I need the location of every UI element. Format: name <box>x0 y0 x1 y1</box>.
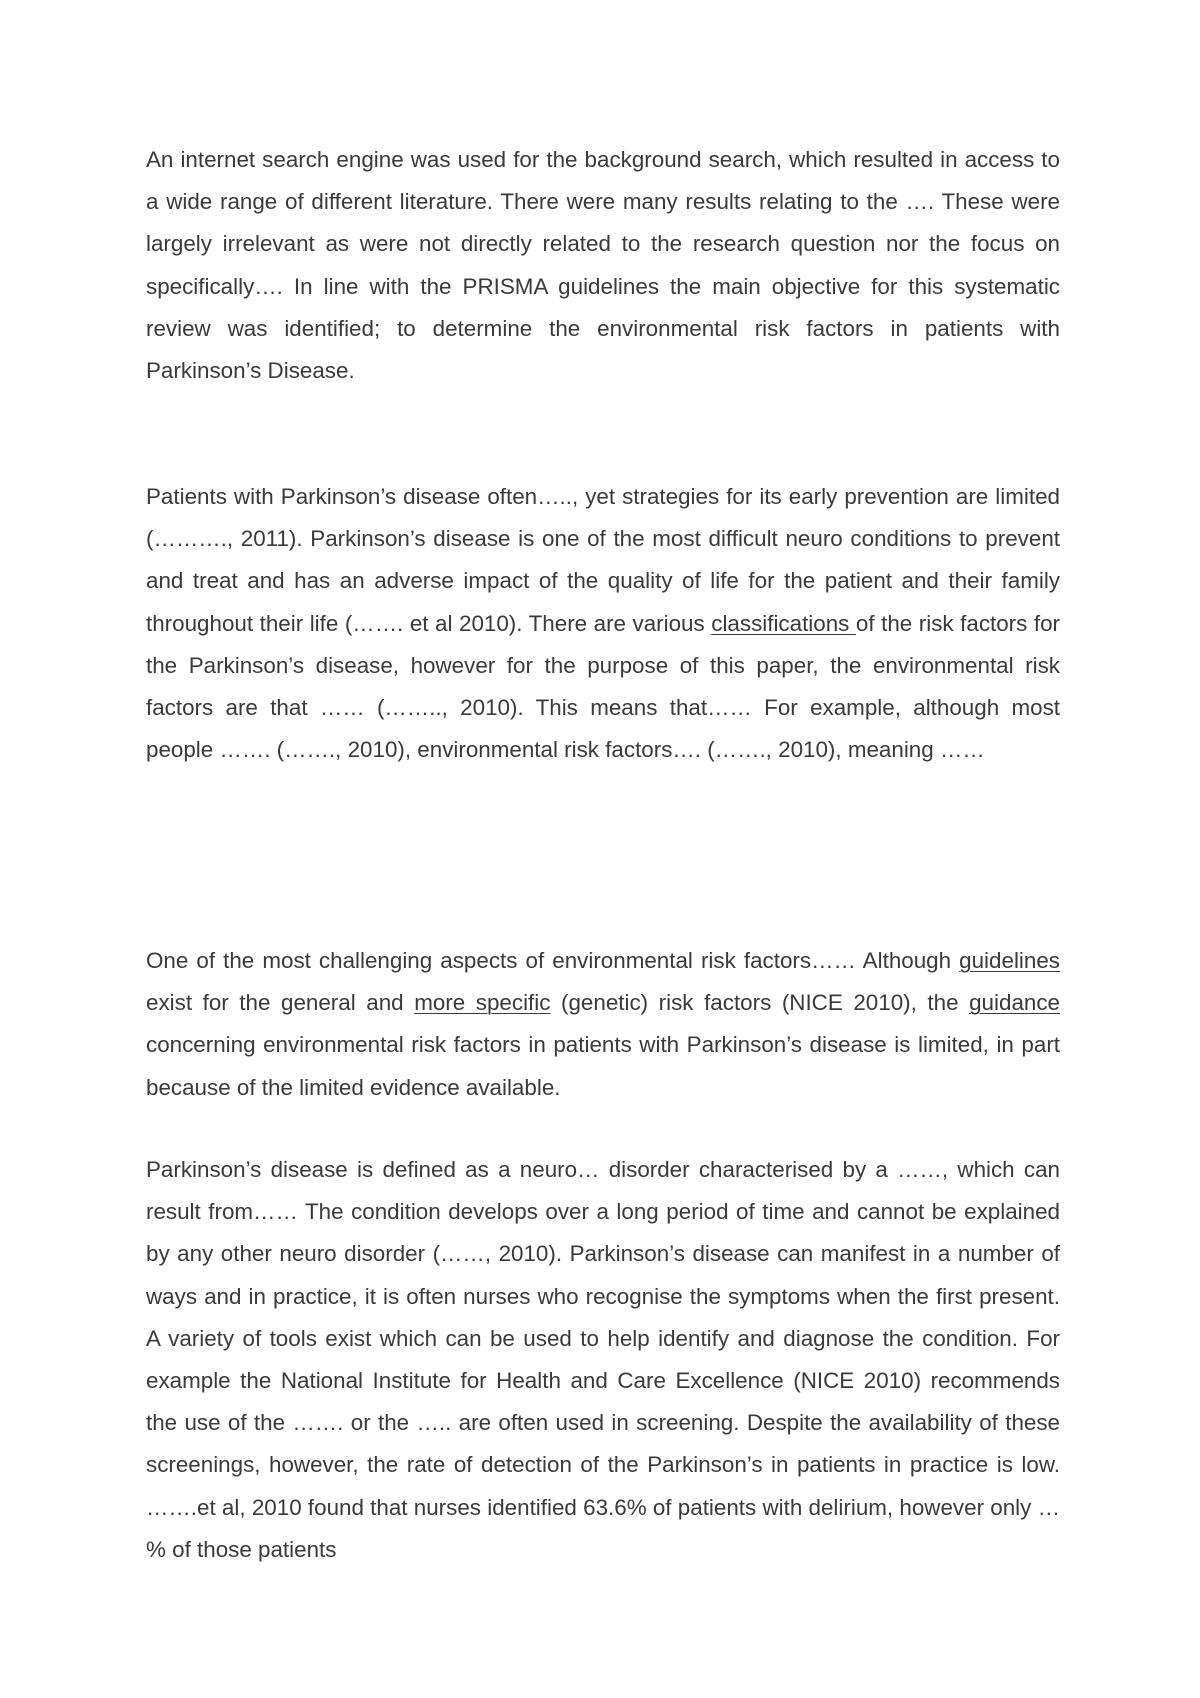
underlined-term-guidelines: guidelines <box>959 948 1060 973</box>
paragraph-text: concerning environmental risk factors in patients with Parkinson’s disease is limited, in part because of the limited evidence available. <box>146 1032 1060 1100</box>
paragraph-text: of the risk factors for the Parkinson’s disease, however for the purpose of this paper, the environmental risk factors are that …… (…….., 2010). This means that…… For example, although most people ……. (……., 2010), environmental risk factors…. (……., 2010), meaning …… <box>146 610 1060 763</box>
paragraph-text: One of the most challenging aspects of environmental risk factors…… Although <box>146 948 960 973</box>
paragraph-background-search <box>146 139 1060 392</box>
paragraph-text: Parkinson’s disease is defined as a neuro… disorder characterised by a ……, which can result from…… The condition develops over a long period of time and cannot be explained by any other neuro disorder (……, 2010). Parkinson’s disease can manifest in a number of ways and in practice, it is often nurses who recognise the symptoms when the first present. A variety of tools exist which can be used to help identify and diagnose the condition. For example the National Institute for Health and Care Excellence (NICE 2010) recommends the use of the ……. or the ….. are often used in screening. Despite the availability of these screenings, however, the rate of detection of the Parkinson’s in patients in practice is low. …….et al, 2010 found that nurses identified 63.6% of patients with delirium, however only …% of those patients <box>146 1157 1060 1562</box>
paragraph-text: exist for the general and <box>146 990 415 1016</box>
paragraph-challenges <box>146 940 1060 1109</box>
underlined-term-guidance: guidance <box>969 990 1060 1016</box>
underlined-term-more-specific: more specific <box>414 990 551 1016</box>
paragraph-definition <box>146 1149 1060 1571</box>
paragraph-text: (genetic) risk factors (NICE 2010), the <box>550 990 970 1016</box>
underlined-term-classifications: classifications <box>711 610 856 636</box>
paragraph-prevention <box>146 476 1060 771</box>
paragraph-text: An internet search engine was used for the background search, which resulted in access to a wide range of different literature. There were many results relating to the …. These were largely irrelevant as were not directly related to the research question nor the focus on specifically…. In line with the PRISMA guidelines the main objective for this systematic review was identified; to determine the environmental risk factors in patients with Parkinson’s Disease. <box>146 147 1060 384</box>
paragraph-text: Patients with Parkinson’s disease often….., yet strategies for its early prevention are limited (………., 2011). Parkinson’s disease is one of the most difficult neuro conditions to prevent and treat and has an adverse impact of the quality of life for the patient and their family throughout their life (……. et al 2010). There are various <box>146 484 1060 636</box>
